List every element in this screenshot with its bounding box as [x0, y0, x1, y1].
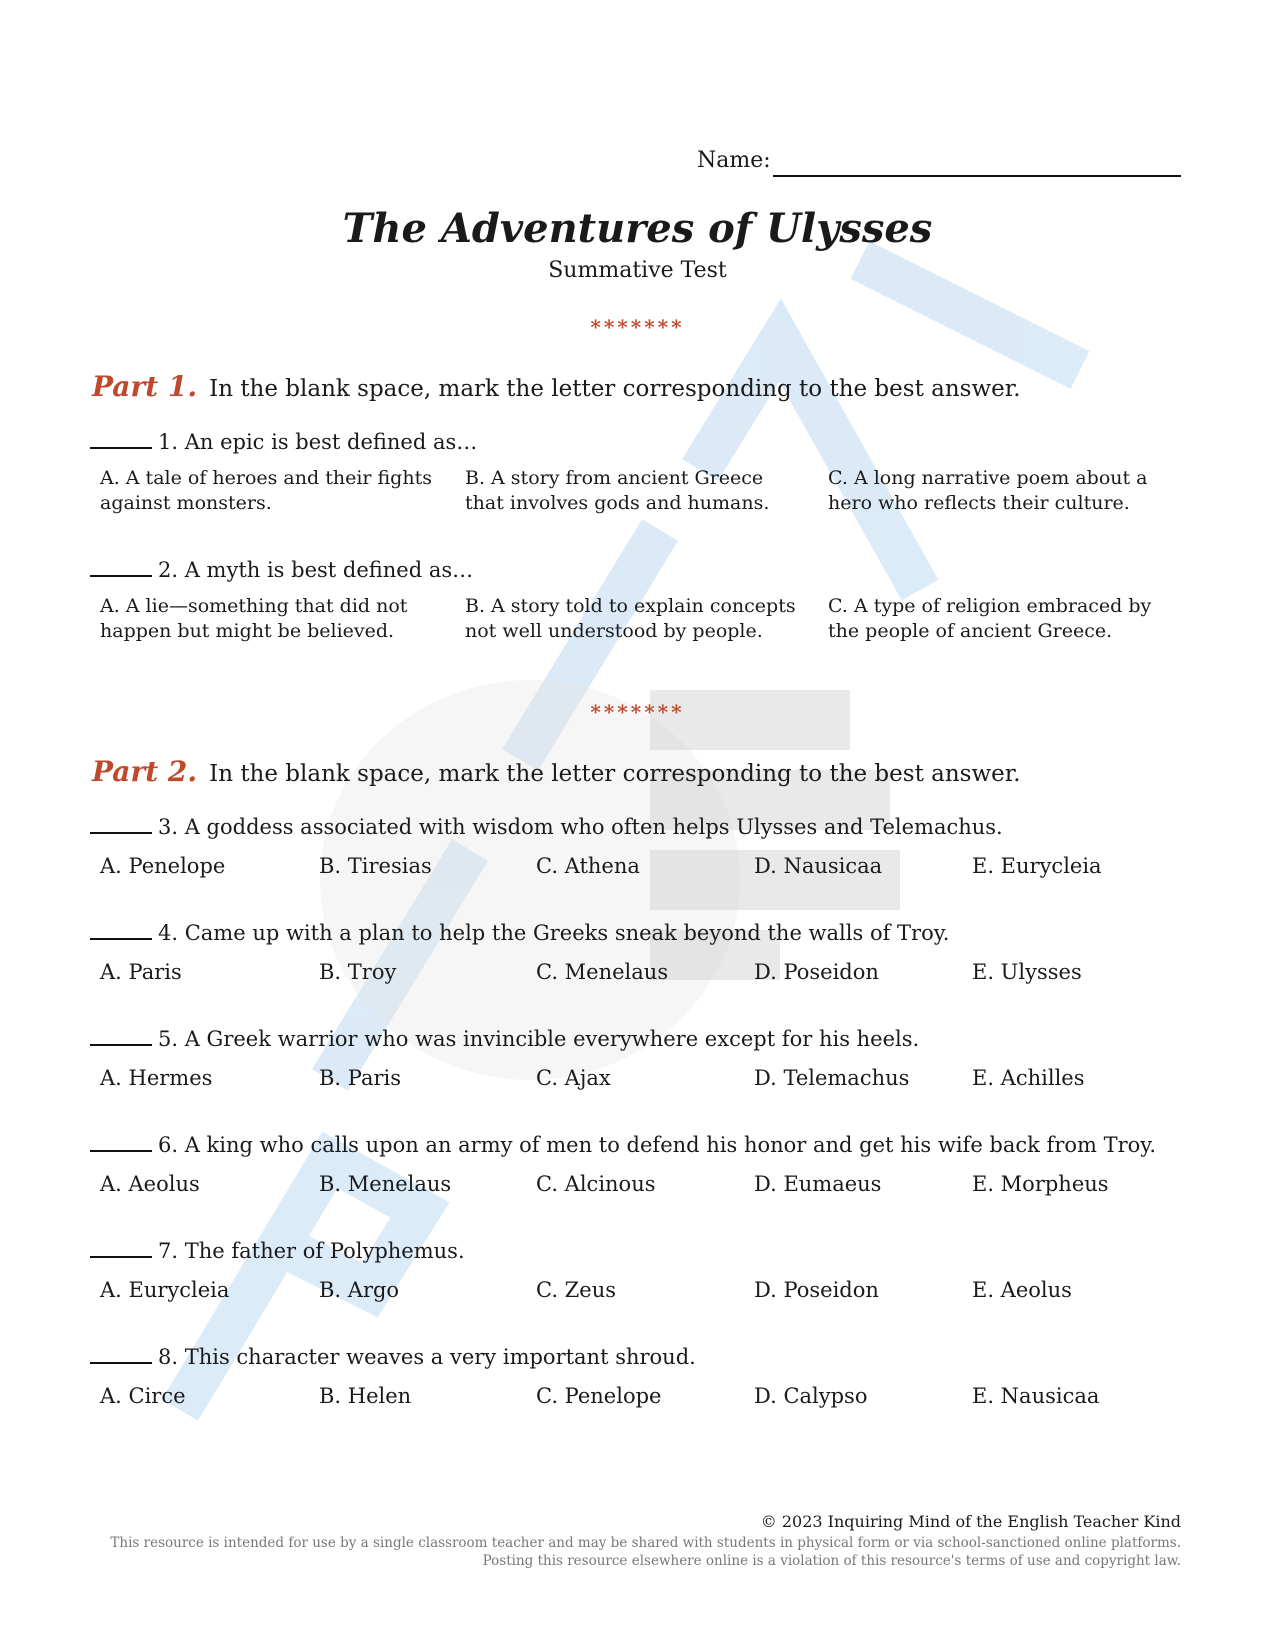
answer-option: B. Troy [319, 960, 397, 984]
answer-option: C. Zeus [536, 1278, 616, 1302]
part1-instruction: In the blank space, mark the letter corresponding to the best answer. [209, 376, 1021, 402]
question-text: 6. A king who calls upon an army of men to defend his honor and get his wife back from Troy. [158, 1133, 1157, 1157]
part2-instruction: In the blank space, mark the letter corresponding to the best answer. [209, 761, 1021, 787]
answer-option: E. Eurycleia [972, 854, 1102, 878]
question-text: 8. This character weaves a very important shroud. [158, 1345, 696, 1369]
part2-tag: Part 2. [92, 755, 198, 788]
question-2 [90, 558, 473, 582]
question-7 [90, 1239, 465, 1263]
answer-option: A. A tale of heroes and their fights against monsters. [100, 467, 432, 514]
answer-option: B. Menelaus [319, 1172, 452, 1196]
answer-blank[interactable] [90, 1361, 152, 1364]
page-title: The Adventures of Ulysses [342, 205, 933, 252]
answer-option: C. A type of religion embraced by the people of ancient Greece. [828, 595, 1152, 642]
answer-option: B. Helen [319, 1384, 412, 1408]
terms-line-1: This resource is intended for use by a single classroom teacher and may be shared with students in physical form or via school-sanctioned online platforms. [110, 1535, 1181, 1551]
answer-blank[interactable] [90, 937, 152, 940]
answer-blank[interactable] [90, 831, 152, 834]
answer-blank[interactable] [90, 1149, 152, 1152]
answer-blank[interactable] [90, 574, 152, 577]
part2-heading [92, 755, 1021, 788]
question-5 [90, 1027, 919, 1051]
answer-option: C. Ajax [536, 1066, 611, 1090]
copyright: © 2023 Inquiring Mind of the English Teacher Kind [760, 1512, 1181, 1531]
page-subtitle: Summative Test [548, 258, 727, 283]
answer-option: E. Aeolus [972, 1278, 1072, 1302]
question-4 [90, 921, 949, 945]
answer-option: D. Eumaeus [754, 1172, 882, 1196]
answer-option: C. Alcinous [536, 1172, 656, 1196]
answer-option: A. Eurycleia [100, 1278, 230, 1302]
answer-option: C. A long narrative poem about a hero who reflects their culture. [828, 467, 1148, 514]
answer-option: E. Ulysses [972, 960, 1082, 984]
answer-option: E. Achilles [972, 1066, 1085, 1090]
answer-option: A. Penelope [100, 854, 226, 878]
answer-option: B. Tiresias [319, 854, 432, 878]
question-8 [90, 1345, 696, 1369]
answer-option: A. Aeolus [100, 1172, 200, 1196]
answer-option: D. Telemachus [754, 1066, 910, 1090]
answer-blank[interactable] [90, 1255, 152, 1258]
answer-option: E. Nausicaa [972, 1384, 1100, 1408]
part1-heading [92, 370, 1021, 403]
terms-line-2: Posting this resource elsewhere online is a violation of this resource's terms of use and copyright law. [482, 1553, 1181, 1569]
answer-option: B. A story told to explain concepts not well understood by people. [465, 595, 796, 642]
answer-blank[interactable] [90, 1043, 152, 1046]
name-field[interactable] [773, 175, 1181, 177]
answer-option: A. Circe [100, 1384, 186, 1408]
answer-option: B. A story from ancient Greece that involves gods and humans. [465, 467, 770, 514]
answer-option: D. Poseidon [754, 960, 879, 984]
name-label: Name: [697, 148, 771, 173]
question-1 [90, 430, 477, 454]
question-3 [90, 815, 1003, 839]
answer-option: A. A lie—something that did not happen but might be believed. [100, 595, 408, 642]
question-text: 4. Came up with a plan to help the Greeks sneak beyond the walls of Troy. [158, 921, 950, 945]
answer-option: C. Athena [536, 854, 640, 878]
question-6 [90, 1133, 1156, 1157]
question-text: 3. A goddess associated with wisdom who often helps Ulysses and Telemachus. [158, 815, 1003, 839]
answer-option: E. Morpheus [972, 1172, 1109, 1196]
answer-option: B. Paris [319, 1066, 402, 1090]
divider-stars: ******* [590, 315, 685, 339]
answer-option: C. Penelope [536, 1384, 662, 1408]
answer-option: D. Calypso [754, 1384, 868, 1408]
answer-option: A. Hermes [100, 1066, 213, 1090]
question-text: 1. An epic is best defined as… [158, 430, 478, 454]
question-text: 7. The father of Polyphemus. [158, 1239, 465, 1263]
answer-option: D. Poseidon [754, 1278, 879, 1302]
divider-stars: ******* [590, 700, 685, 724]
answer-option: C. Menelaus [536, 960, 669, 984]
answer-option: A. Paris [100, 960, 182, 984]
answer-blank[interactable] [90, 446, 152, 449]
answer-option: D. Nausicaa [754, 854, 883, 878]
question-text: 5. A Greek warrior who was invincible everywhere except for his heels. [158, 1027, 920, 1051]
answer-option: B. Argo [319, 1278, 400, 1302]
question-text: 2. A myth is best defined as… [158, 558, 474, 582]
part1-tag: Part 1. [92, 370, 198, 403]
